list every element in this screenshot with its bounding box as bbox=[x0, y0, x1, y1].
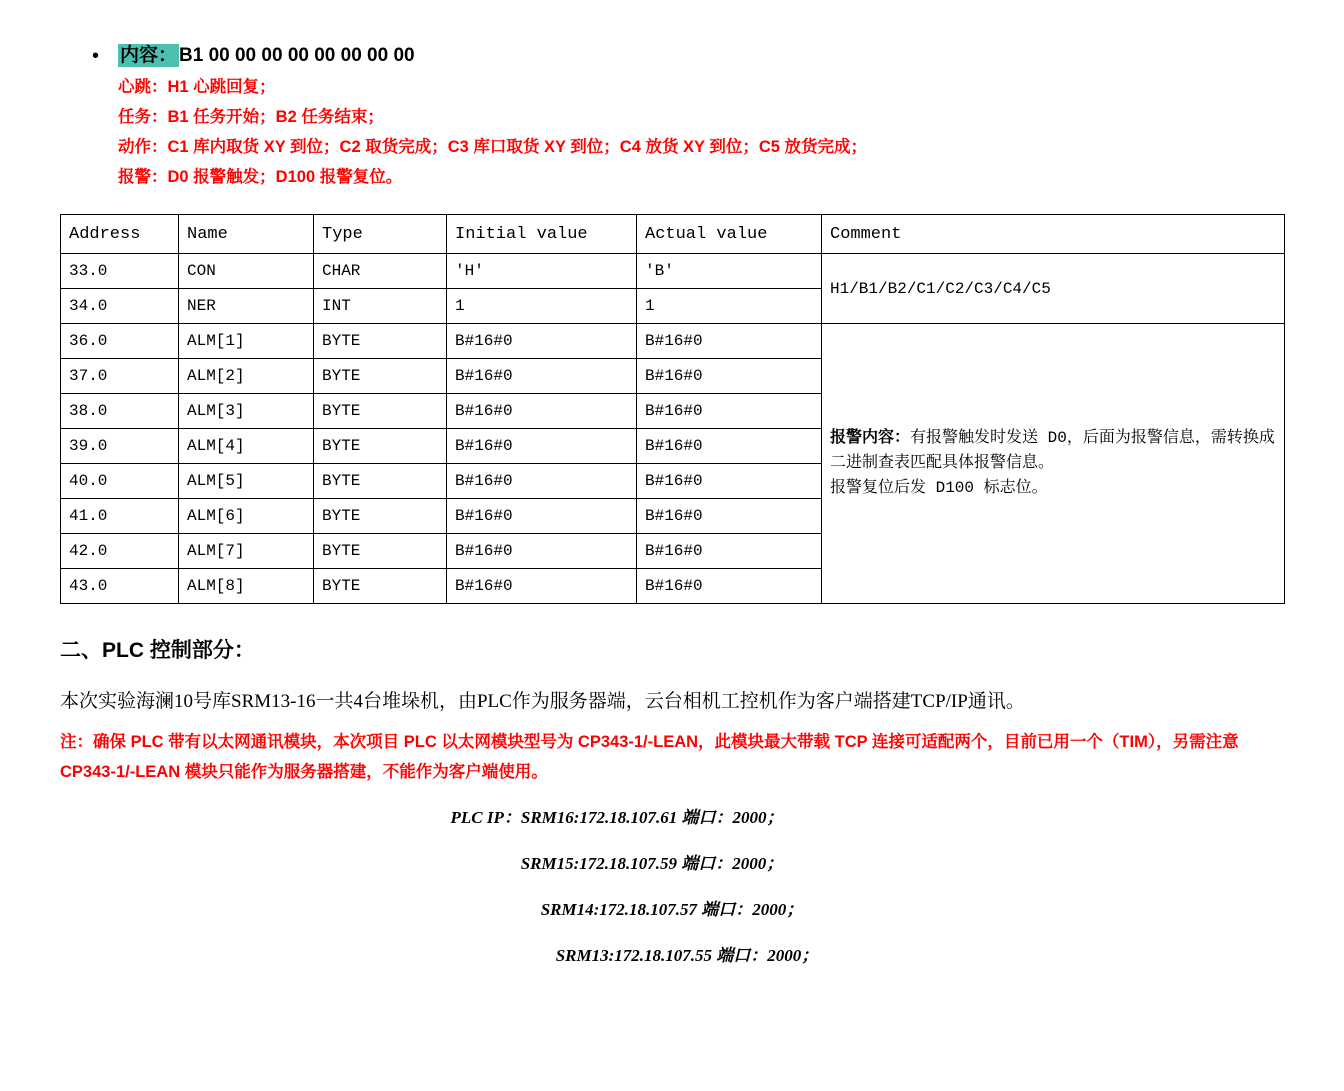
cell-name: ALM[5] bbox=[179, 464, 314, 499]
bullet-marker: • bbox=[92, 45, 100, 67]
protocol-line-action: 动作：C1 库内取货 XY 到位；C2 取货完成；C3 库口取货 XY 到位；C4 放货 XY 到位；C5 放货完成； bbox=[118, 138, 868, 156]
content-value: B1 00 00 00 00 00 00 00 00 bbox=[179, 45, 415, 66]
cell-name: ALM[6] bbox=[179, 499, 314, 534]
cell-actual: B#16#0 bbox=[637, 394, 822, 429]
cell-initial: B#16#0 bbox=[447, 499, 637, 534]
cell-actual: 'B' bbox=[637, 254, 822, 289]
column-header-address: Address bbox=[61, 215, 179, 254]
cell-actual: B#16#0 bbox=[637, 429, 822, 464]
cell-initial: B#16#0 bbox=[447, 359, 637, 394]
cell-name: ALM[8] bbox=[179, 569, 314, 604]
cell-actual: B#16#0 bbox=[637, 359, 822, 394]
column-header-type: Type bbox=[314, 215, 447, 254]
column-header-initial-value: Initial value bbox=[447, 215, 637, 254]
cell-address: 42.0 bbox=[61, 534, 179, 569]
cell-name: ALM[2] bbox=[179, 359, 314, 394]
cell-type: BYTE bbox=[314, 429, 447, 464]
cell-address: 40.0 bbox=[61, 464, 179, 499]
cell-type: BYTE bbox=[314, 394, 447, 429]
content-line bbox=[118, 40, 1284, 72]
cell-address: 37.0 bbox=[61, 359, 179, 394]
cell-initial: B#16#0 bbox=[447, 324, 637, 359]
cell-actual: B#16#0 bbox=[637, 499, 822, 534]
cell-initial: 'H' bbox=[447, 254, 637, 289]
cell-address: 43.0 bbox=[61, 569, 179, 604]
cell-initial: B#16#0 bbox=[447, 534, 637, 569]
cell-actual: 1 bbox=[637, 289, 822, 324]
table-header-row bbox=[61, 215, 1285, 254]
cell-type: BYTE bbox=[314, 324, 447, 359]
protocol-line-heartbeat: 心跳：H1 心跳回复； bbox=[118, 78, 276, 96]
cell-name: ALM[7] bbox=[179, 534, 314, 569]
cell-actual: B#16#0 bbox=[637, 534, 822, 569]
section-paragraph: 本次实验海澜10号库SRM13-16一共4台堆垛机，由PLC作为服务器端，云台相机工控机作为客户端搭建TCP/IP通讯。 bbox=[60, 691, 1025, 712]
alarm-comment-text-2: 报警复位后发 D100 标志位。 bbox=[830, 479, 1048, 497]
plc-variable-table bbox=[60, 214, 1285, 604]
cell-initial: 1 bbox=[447, 289, 637, 324]
cell-name: ALM[3] bbox=[179, 394, 314, 429]
cell-type: CHAR bbox=[314, 254, 447, 289]
cell-comment-alarm bbox=[822, 324, 1285, 604]
cell-comment-con: H1/B1/B2/C1/C2/C3/C4/C5 bbox=[822, 254, 1285, 324]
cell-type: BYTE bbox=[314, 534, 447, 569]
content-bullet-block bbox=[92, 40, 1284, 192]
cell-actual: B#16#0 bbox=[637, 324, 822, 359]
cell-name: CON bbox=[179, 254, 314, 289]
cell-initial: B#16#0 bbox=[447, 464, 637, 499]
alarm-comment-label: 报警内容： bbox=[830, 429, 911, 447]
column-header-comment: Comment bbox=[822, 215, 1285, 254]
table-row bbox=[61, 254, 1285, 289]
cell-address: 34.0 bbox=[61, 289, 179, 324]
bullet-body bbox=[118, 40, 1284, 192]
cell-address: 41.0 bbox=[61, 499, 179, 534]
cell-type: BYTE bbox=[314, 359, 447, 394]
plc-ip-line-srm16: PLC IP：SRM16:172.18.107.61 端口：2000； bbox=[450, 808, 784, 827]
alarm-comment-text: 有报警触发时发送 D0，后面为报警信息，需转换成二进制查表匹配具体报警信息。 bbox=[830, 429, 1275, 472]
cell-type: INT bbox=[314, 289, 447, 324]
cell-name: ALM[1] bbox=[179, 324, 314, 359]
cell-initial: B#16#0 bbox=[447, 569, 637, 604]
cell-initial: B#16#0 bbox=[447, 429, 637, 464]
cell-initial: B#16#0 bbox=[447, 394, 637, 429]
cell-address: 39.0 bbox=[61, 429, 179, 464]
column-header-actual-value: Actual value bbox=[637, 215, 822, 254]
protocol-line-alarm: 报警：D0 报警触发；D100 报警复位。 bbox=[118, 168, 403, 186]
section-heading: 二、PLC 控制部分： bbox=[60, 639, 255, 662]
table-row bbox=[61, 324, 1285, 359]
cell-type: BYTE bbox=[314, 569, 447, 604]
cell-type: BYTE bbox=[314, 464, 447, 499]
content-label: 内容： bbox=[120, 45, 178, 66]
cell-actual: B#16#0 bbox=[637, 464, 822, 499]
cell-name: NER bbox=[179, 289, 314, 324]
cell-address: 33.0 bbox=[61, 254, 179, 289]
plc-ip-line-srm14: SRM14:172.18.107.57 端口：2000； bbox=[540, 900, 804, 919]
cell-name: ALM[4] bbox=[179, 429, 314, 464]
plc-ip-line-srm15: SRM15:172.18.107.59 端口：2000； bbox=[520, 854, 784, 873]
cell-address: 36.0 bbox=[61, 324, 179, 359]
plc-ip-line-srm13: SRM13:172.18.107.55 端口：2000； bbox=[555, 946, 819, 965]
protocol-line-task: 任务：B1 任务开始；B2 任务结束； bbox=[118, 108, 384, 126]
section-note: 注：确保 PLC 带有以太网通讯模块，本次项目 PLC 以太网模块型号为 CP343-1/-LEAN，此模块最大带载 TCP 连接可适配两个，目前已用一个（TIM），另需注意 CP343-1/-LEAN 模块只能作为服务器搭建，不能作为客户端使用。 bbox=[60, 733, 1239, 781]
column-header-name: Name bbox=[179, 215, 314, 254]
cell-actual: B#16#0 bbox=[637, 569, 822, 604]
cell-type: BYTE bbox=[314, 499, 447, 534]
cell-address: 38.0 bbox=[61, 394, 179, 429]
